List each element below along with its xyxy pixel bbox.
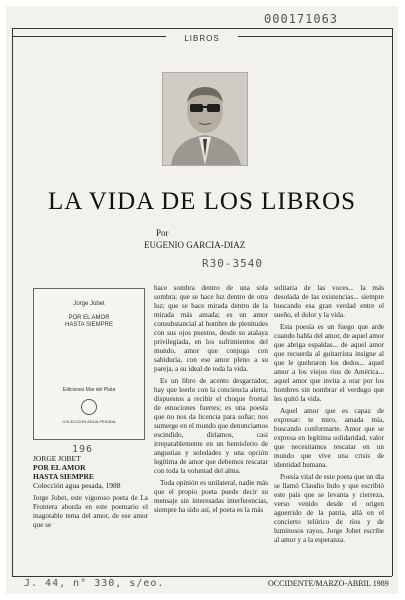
column-2-paragraph-1: hace sombra dentro de una sola sombra; que se hace luz dentro de otra luz; que se hace mirada dentro de la mirada más amada; es un amor consubstancial al hombre de plenitudes con sus ojos puestos, desde su atalaya privilegiada, en los sufrimientos del mundo, amor que conjuga con sabiduría, con ese amor pleno a su pareja, a su ideal de toda la vida.	[154, 284, 268, 373]
column-3	[274, 284, 384, 548]
article-title: LA VIDA DE LOS LIBROS	[47, 188, 357, 215]
handwritten-archive-code: 000171063	[264, 12, 339, 26]
book-info-collection: Colección agua pesada, 1988	[33, 481, 121, 490]
column-3-paragraph-4: Poesía vital de este poeta que un día se llamó Claudio Indo y que escribió este país que se levanta y cierreza, verso venido desde el origen aguerrido de la patria, allá en el concierto telúrico de ríos y de luminosos rayos, Jorge Jobet escribe al amor y a la esperanza.	[274, 473, 384, 544]
cover-title-line1: POR EL AMOR	[68, 315, 110, 321]
column-1-paragraph: Jorge Jobet, este vigoroso poeta de La Frontera aborda en este poemario el inagotable tema del amor, de ese amor que se	[33, 494, 148, 529]
byline-por: Por	[156, 228, 169, 238]
handwritten-book-number: 196	[72, 444, 94, 455]
byline-author: EUGENIO GARCIA-DIAZ	[144, 240, 246, 250]
book-info	[33, 454, 148, 490]
book-info-title-line1: POR EL AMOR	[33, 463, 86, 472]
section-label: LIBROS	[166, 34, 238, 43]
publisher-logo-icon	[81, 399, 97, 415]
column-3-paragraph-1: solitaria de las voces... la más desolada de las existencias... siempre buscando esa gran verdad entre el sueño, el dolor y la vida.	[274, 284, 384, 319]
right-frame-rule	[392, 28, 393, 576]
bottom-rule	[12, 576, 392, 577]
cover-title-line2: HASTA SIEMPRE	[65, 322, 113, 328]
book-info-title-line2: HASTA SIEMPRE	[33, 472, 94, 481]
cover-author: Jorge Jobet	[73, 301, 105, 307]
left-frame-rule	[12, 28, 13, 576]
column-3-paragraph-2: Esta poesía es un fuego que arde cuando habla del amor, de aquel amor que abriga espaldas... de aquel amor que recuerda al guitarrista insigne al que le quebraron los dedos... aquel amor a los viejos ríos de América... aquel amor que invita a orar por los hombres sin nombrar el verdugo que les quitó la vida.	[274, 323, 384, 403]
book-info-author: JORGE JOBET	[33, 454, 81, 463]
book-cover	[33, 288, 145, 440]
column-3-paragraph-3: Aquel amor que es capaz de expresar: te miro, amada mía, buscando conformarte. Amor que se expresa en legítima solidaridad, valor que necesitamos rescatar en un mundo que vive una crisis de identidad humana.	[274, 407, 384, 469]
column-2	[154, 284, 268, 518]
top-rule	[12, 28, 392, 29]
author-photo	[162, 72, 248, 166]
column-2-paragraph-2: Es un libro de acento desgarrador, hay que leerlo con la conciencia alerta, dispuestos a recibir el choque frontal de emociones fuertes; es una poesía que no nos da licencia para soñar; nos sumerge en el mundo que denunciamos escindido, diríamos, casi irreparablemente en un hemisferio de angustias y soledades y una opción legítima de amor que debemos rescatar con toda la voluntad del alma.	[154, 377, 268, 475]
column-2-paragraph-3: Toda opinión es unilateral, nadie más que el propio poeta puede decir su mensaje sin interesadas interferencias, siempre ha sido así, el poeta es la más	[154, 479, 268, 514]
handwritten-reference: J. 44, n° 330, s/eo.	[24, 578, 165, 589]
column-1	[33, 494, 148, 533]
cover-collection: COLECCIÓN AGUA PESADA	[62, 419, 116, 424]
magazine-page	[6, 6, 398, 594]
footer-source: OCCIDENTE/MARZO-ABRIL 1989	[268, 579, 389, 588]
handwritten-call-number: R30-3540	[202, 257, 263, 270]
cover-publisher: Ediciones Mar del Plata	[62, 387, 116, 393]
